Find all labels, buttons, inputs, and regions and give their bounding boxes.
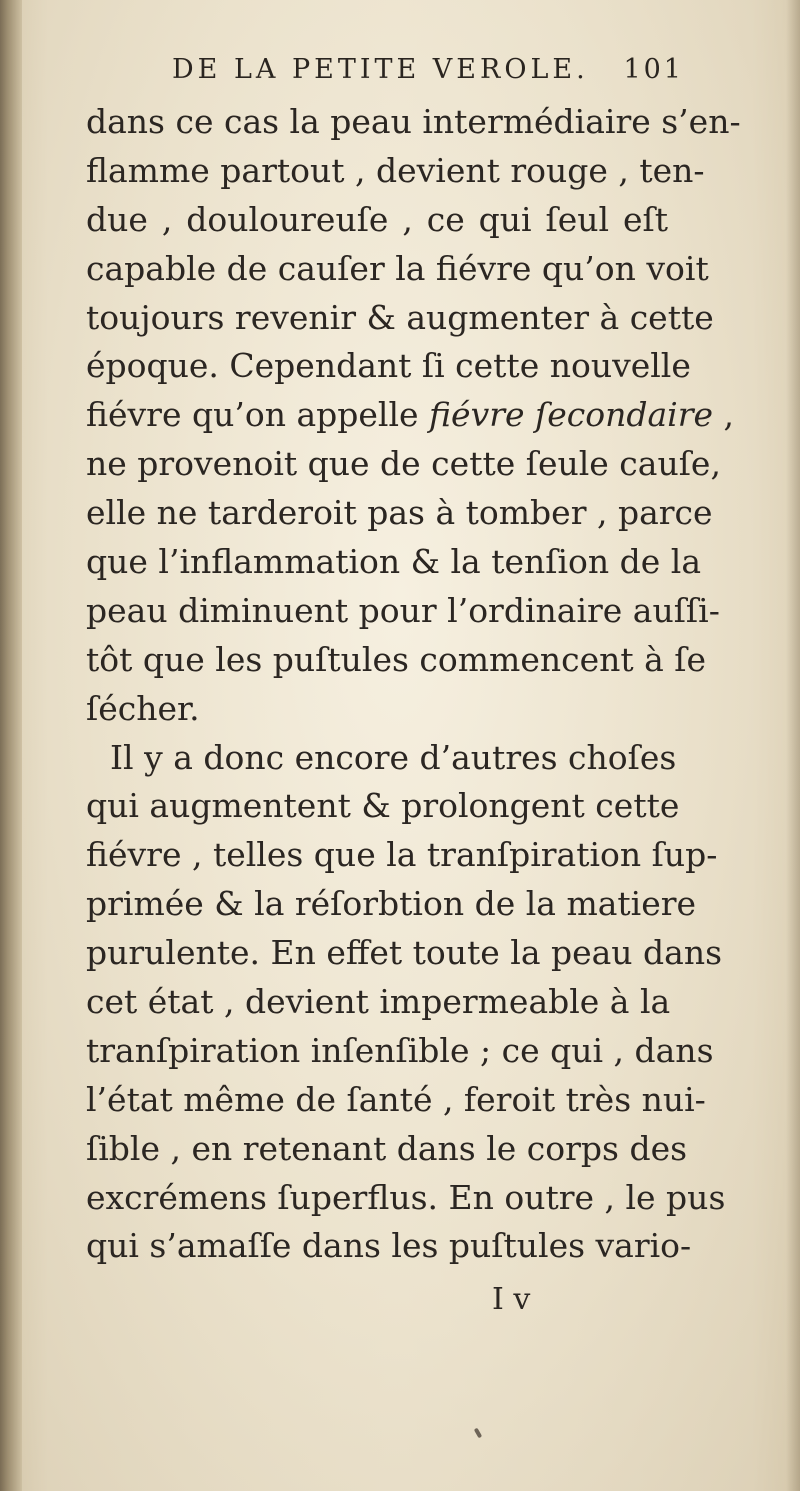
text-run: fiévre qu’on appelle [86,395,430,435]
text-line: tôt que les puſtules commencent à ſe [86,639,707,679]
text-line: peau diminuent pour l’ordinaire auſſi- [86,590,720,630]
paragraph-start-line: Il y a donc encore d’autres choſes [110,737,677,777]
paragraph-end-line: ſécher. [86,688,200,728]
page-number: 101 [623,54,684,85]
text-line: époque. Cependant ſi cette nouvelle [86,346,691,386]
page-edge [786,0,800,1491]
text-line: cet état , devient impermeable à la [86,982,671,1022]
binding-gutter [0,0,22,1491]
text-line: qui augmentent & prolongent cette [86,786,680,826]
italic-term: fiévre ſecondaire [429,395,714,435]
body-text [86,98,741,1271]
text-line: l’état même de ſanté , feroit très nui- [86,1079,706,1119]
text-line: qui s’amaſſe dans les puſtules vario- [86,1226,692,1266]
catchword: I v [492,1282,531,1317]
ink-speck [474,1428,482,1439]
text-line: ſible , en retenant dans le corps des [86,1128,688,1168]
text-line: tranſpiration inſenſible ; ce qui , dans [86,1030,714,1070]
text-line: dans ce cas la peau intermédiaire s’en- [86,102,741,141]
running-head-title: DE LA PETITE VEROLE. [172,54,589,85]
text-line: ne provenoit que de cette ſeule cauſe, [86,444,721,484]
running-head [172,46,684,96]
text-line: due , douloureuſe , ce qui ſeul eſt [86,199,668,239]
text-line: toujours revenir & augmenter à cette [86,297,714,337]
text-line: que l’inflammation & la tenſion de la [86,542,701,582]
text-line: purulente. En effet toute la peau dans [86,933,723,973]
text-line: flamme partout , devient rouge , ten- [86,150,705,190]
text-run: , [713,395,735,435]
text-line: excrémens ſuperflus. En outre , le pus [86,1177,726,1217]
text-line: fiévre , telles que la tranſpiration ſup- [86,835,718,875]
text-line-with-italic [86,391,735,440]
text-line: capable de cauſer la fiévre qu’on voit [86,248,709,288]
text-line: primée & la réſorbtion de la matiere [86,884,697,924]
text-line: elle ne tarderoit pas à tomber , parce [86,493,713,533]
